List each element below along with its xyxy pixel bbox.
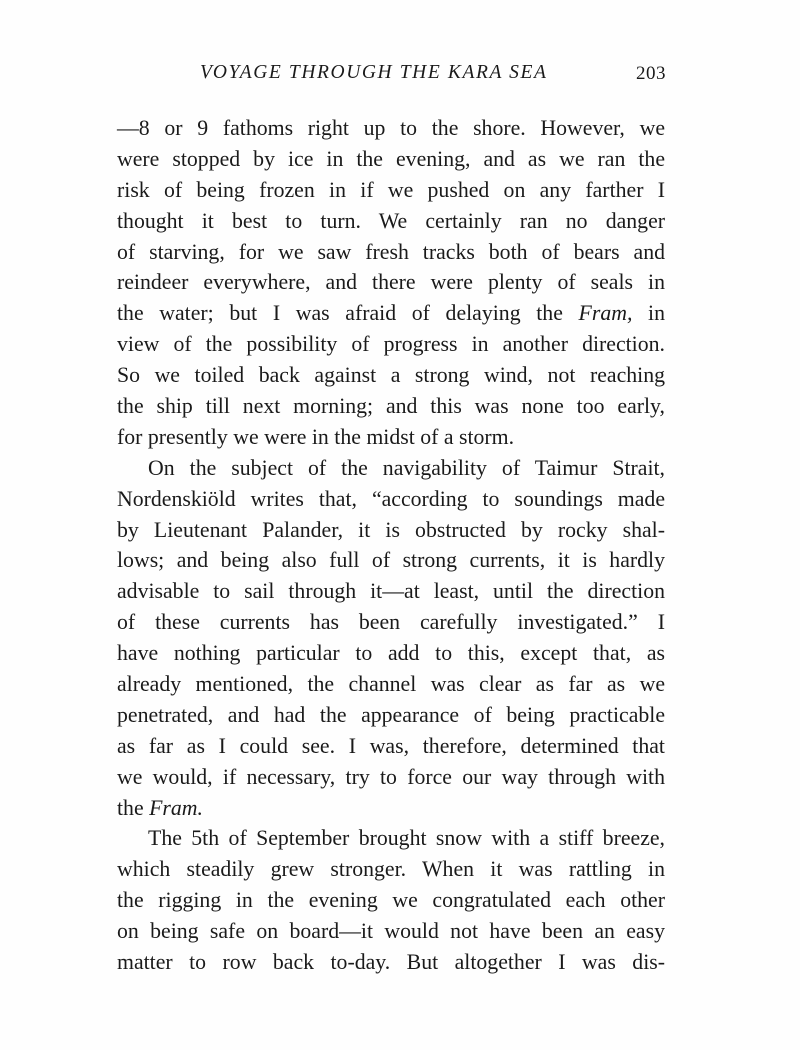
text-line: risk of being frozen in if we pushed on any farther I — [117, 177, 665, 202]
text-line: were stopped by ice in the evening, and as we ran the — [117, 146, 665, 171]
text-line: we would, if necessary, try to force our way through with — [117, 764, 665, 789]
paragraph-2 — [117, 453, 665, 824]
text-line: of these currents has been carefully investigated.” I — [117, 610, 665, 635]
text-line: by Lieutenant Palander, it is obstructed by rocky shal- — [117, 517, 665, 542]
text-run: the — [117, 795, 150, 820]
ship-name-italic: Fram, — [578, 301, 633, 326]
running-head — [118, 62, 666, 92]
paragraph-1 — [117, 113, 665, 453]
text-line: On the subject of the navigability of Taimur Strait, — [148, 455, 665, 480]
text-line: So we toiled back against a strong wind, not reaching — [117, 363, 665, 388]
text-line — [117, 793, 665, 824]
text-line: matter to row back to-day. But altogether I was dis- — [117, 950, 665, 975]
text-line: the rigging in the evening we congratulated each other — [117, 888, 665, 913]
text-line: thought it best to turn. We certainly ran no danger — [117, 208, 665, 233]
text-line: —8 or 9 fathoms right up to the shore. However, we — [117, 116, 665, 140]
text-line: have nothing particular to add to this, except that, as — [117, 641, 665, 666]
text-line: lows; and being also full of strong currents, it is hardly — [117, 548, 665, 573]
text-run: in — [632, 301, 665, 326]
text-line: which steadily grew stronger. When it was rattling in — [117, 857, 665, 882]
page-number: 203 — [636, 63, 666, 84]
text-line: of starving, for we saw fresh tracks both of bears and — [117, 239, 665, 264]
text-line — [117, 298, 665, 329]
text-run: the water; but I was afraid of delaying the — [117, 301, 579, 326]
text-line: the ship till next morning; and this was none too early, — [117, 394, 665, 419]
body-text — [117, 113, 665, 978]
text-line: for presently we were in the midst of a storm. — [117, 424, 515, 449]
text-line: on being safe on board—it would not have been an easy — [117, 919, 665, 944]
text-line: already mentioned, the channel was clear as far as we — [117, 672, 665, 697]
paragraph-3 — [117, 823, 665, 977]
text-line: advisable to sail through it—at least, until the direction — [117, 579, 665, 604]
text-line: reindeer everywhere, and there were plenty of seals in — [117, 270, 665, 295]
running-title: VOYAGE THROUGH THE KARA SEA — [200, 62, 548, 83]
text-line: The 5th of September brought snow with a stiff breeze, — [148, 826, 665, 851]
text-line: penetrated, and had the appearance of being practicable — [117, 702, 665, 727]
text-line: as far as I could see. I was, therefore, determined that — [117, 733, 665, 758]
text-line: view of the possibility of progress in another direction. — [117, 332, 665, 357]
text-line: Nordenskiöld writes that, “according to soundings made — [117, 486, 665, 511]
ship-name-italic: Fram. — [149, 795, 203, 820]
